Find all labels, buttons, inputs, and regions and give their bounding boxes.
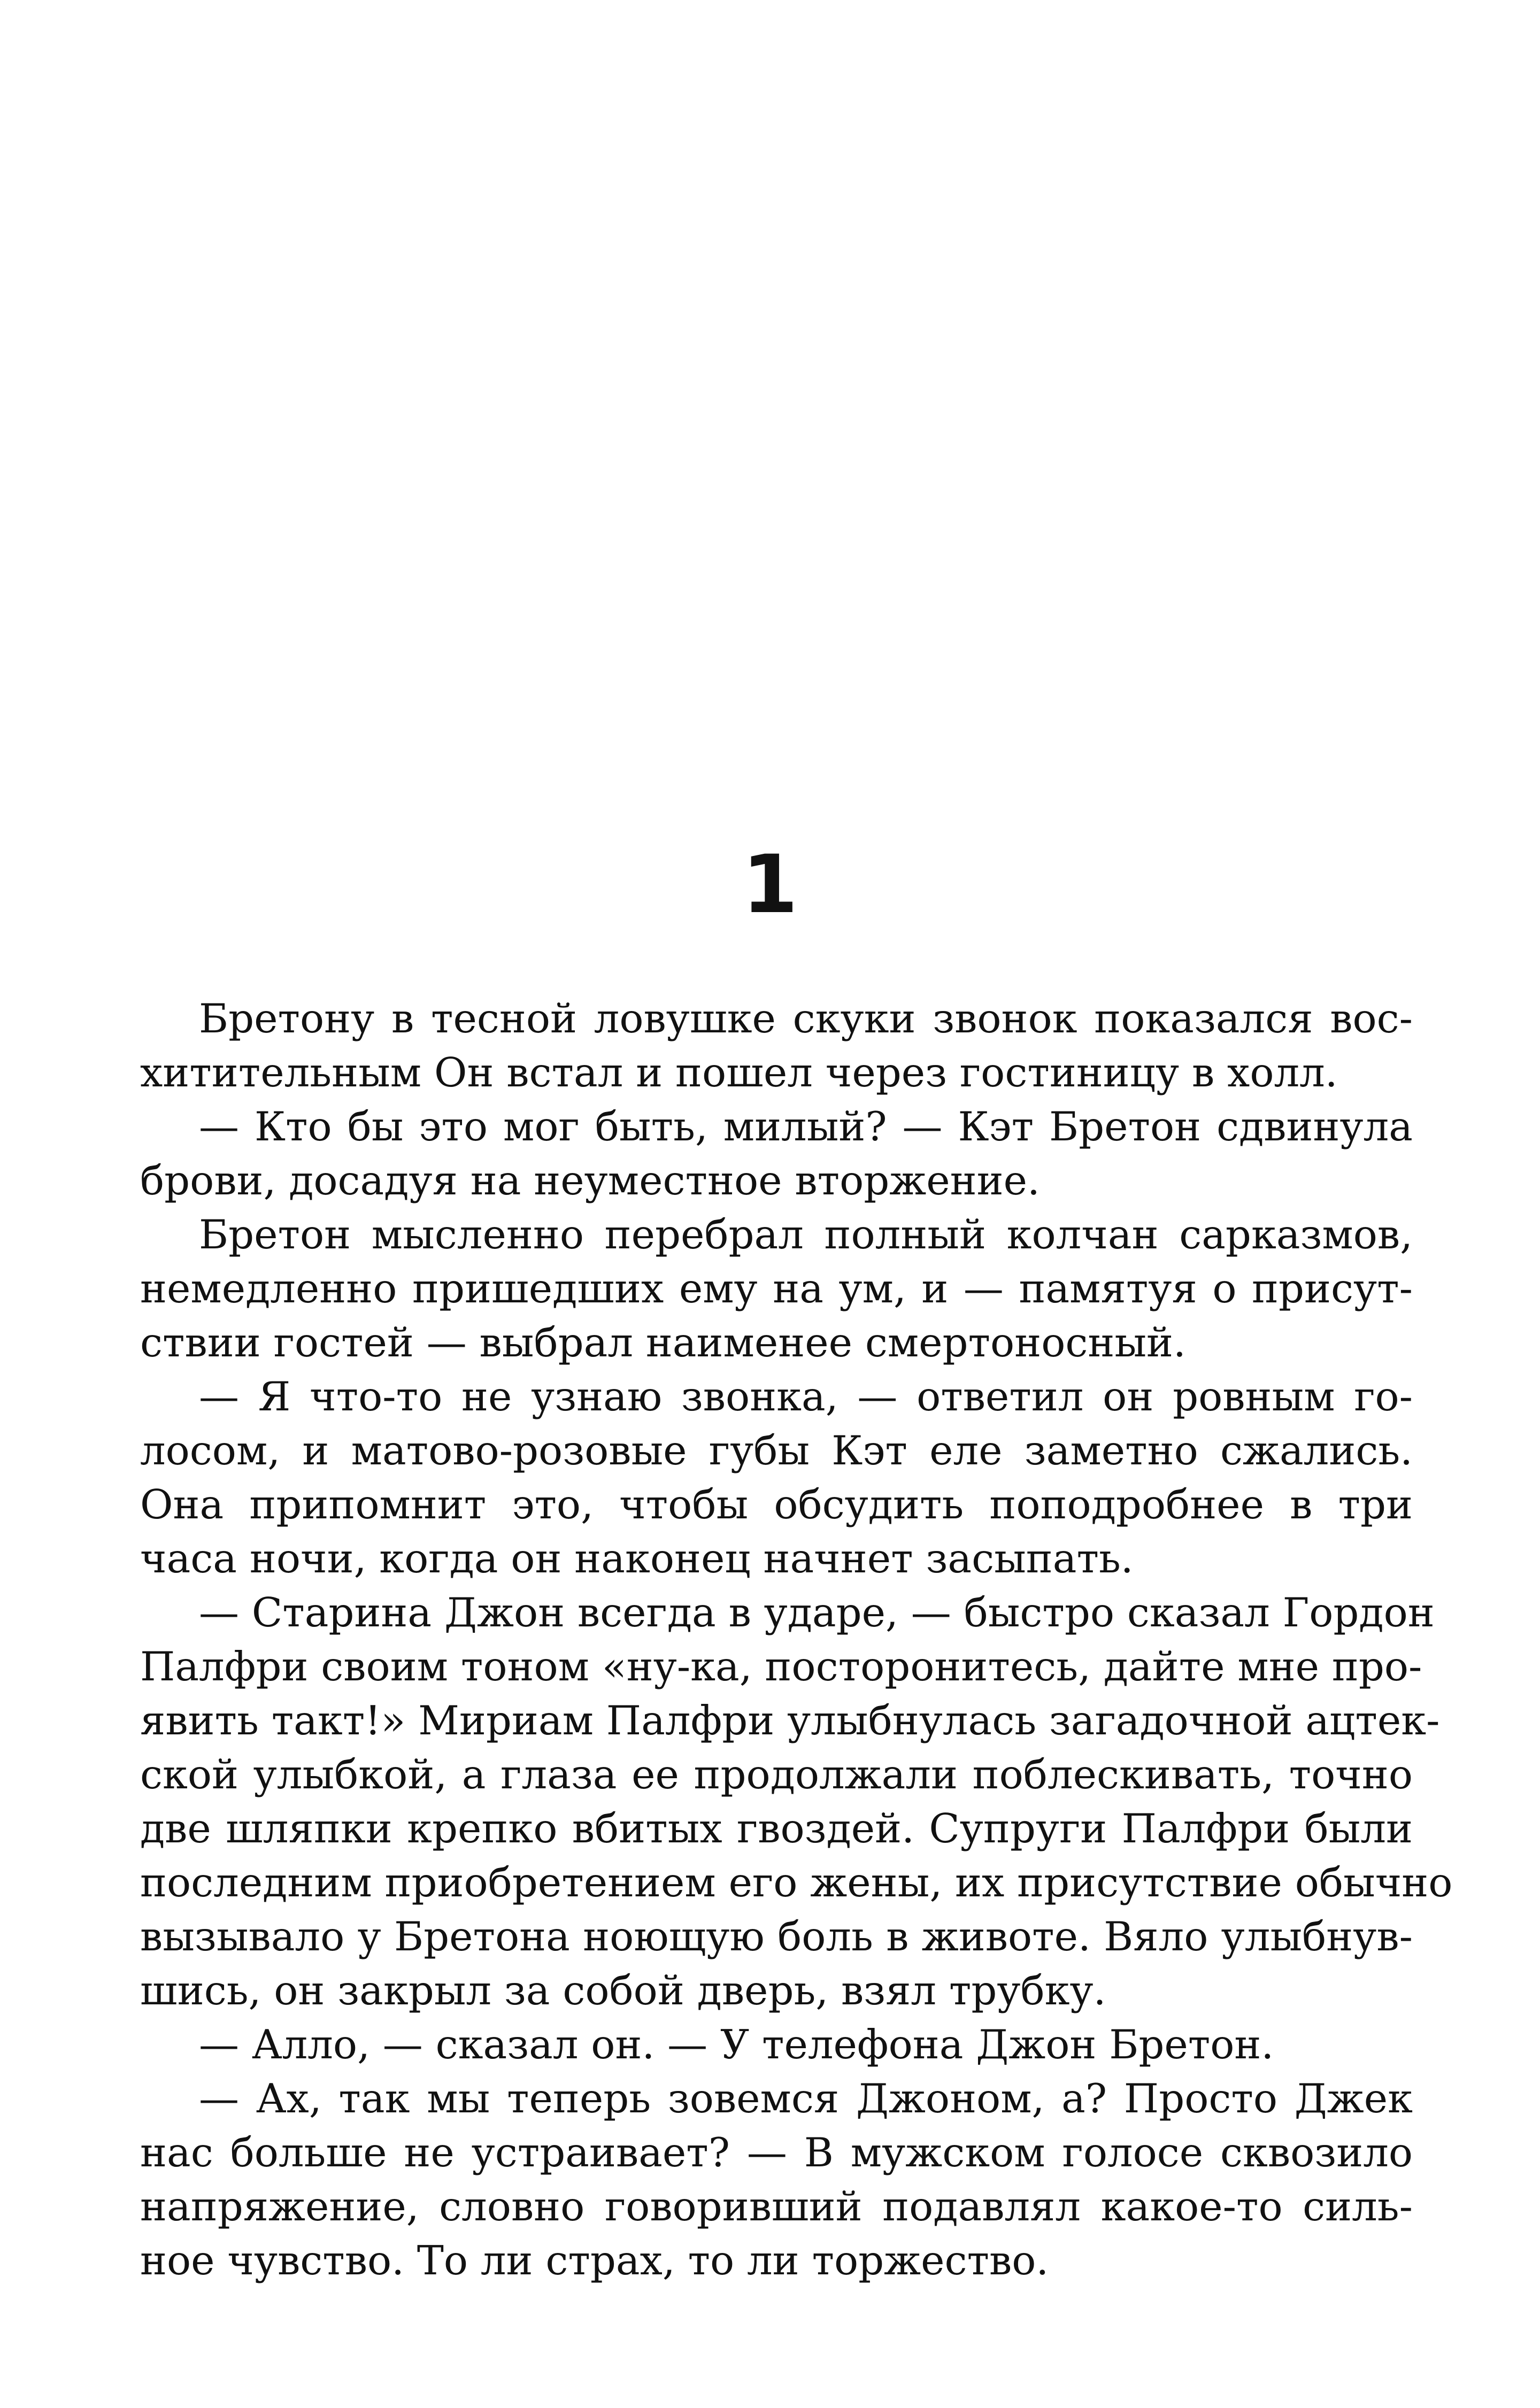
text-line: напряжение, словно говоривший подавлял какое-то силь- [140, 2183, 1413, 2230]
paragraph [140, 1370, 1413, 1586]
text-line: часа ночи, когда он наконец начнет засыпать. [140, 1535, 1134, 1582]
paragraph [140, 2018, 1413, 2072]
text-line: Бретону в тесной ловушке скуки звонок показался вос- [199, 995, 1413, 1042]
paragraph [140, 1100, 1413, 1208]
text-line: — Алло, — сказал он. — У телефона Джон Бретон. [199, 2021, 1274, 2068]
text-line: лосом, и матово-розовые губы Кэт еле заметно сжались. [140, 1427, 1413, 1474]
text-line: нас больше не устраивает? — В мужском голосе сквозило [140, 2129, 1413, 2176]
text-line: — Я что-то не узнаю звонка, — ответил он ровным го- [199, 1373, 1413, 1420]
paragraph [140, 1586, 1453, 2018]
paragraph [140, 1208, 1413, 1370]
text-line: явить такт!» Мириам Палфри улыбнулась загадочной ацтек- [140, 1697, 1440, 1744]
paragraph [140, 2072, 1413, 2288]
text-line: — Старина Джон всегда в ударе, — быстро сказал Гордон [199, 1589, 1435, 1636]
text-line: Она припомнит это, чтобы обсудить поподробнее в три [140, 1481, 1413, 1528]
text-line: ствии гостей — выбрал наименее смертоносный. [140, 1319, 1186, 1366]
text-line: — Кто бы это мог быть, милый? — Кэт Бретон сдвинула [199, 1103, 1413, 1150]
text-line: последним приобретением его жены, их присутствие обычно [140, 1859, 1453, 1906]
text-line: брови, досадуя на неуместное вторжение. [140, 1157, 1040, 1204]
text-line: Палфри своим тоном «ну-ка, посторонитесь, дайте мне про- [140, 1643, 1422, 1690]
text-line: Бретон мысленно перебрал полный колчан сарказмов, [199, 1211, 1413, 1258]
body-text [140, 992, 1453, 2288]
chapter-number: 1 [742, 838, 798, 931]
paragraph [140, 992, 1413, 1100]
text-line: хитительным Он встал и пошел через гостиницу в холл. [140, 1049, 1338, 1096]
text-line: две шляпки крепко вбитых гвоздей. Супруги Палфри были [140, 1805, 1413, 1852]
text-line: ное чувство. То ли страх, то ли торжество. [140, 2237, 1049, 2284]
text-line: — Ах, так мы теперь зовемся Джоном, а? Просто Джек [199, 2075, 1413, 2122]
text-line: немедленно пришедших ему на ум, и — памятуя о присут- [140, 1265, 1413, 1312]
text-line: ской улыбкой, а глаза ее продолжали поблескивать, точно [140, 1751, 1413, 1798]
text-line: шись, он закрыл за собой дверь, взял трубку. [140, 1967, 1106, 2014]
text-line: вызывало у Бретона ноющую боль в животе. Вяло улыбнув- [140, 1913, 1413, 1960]
